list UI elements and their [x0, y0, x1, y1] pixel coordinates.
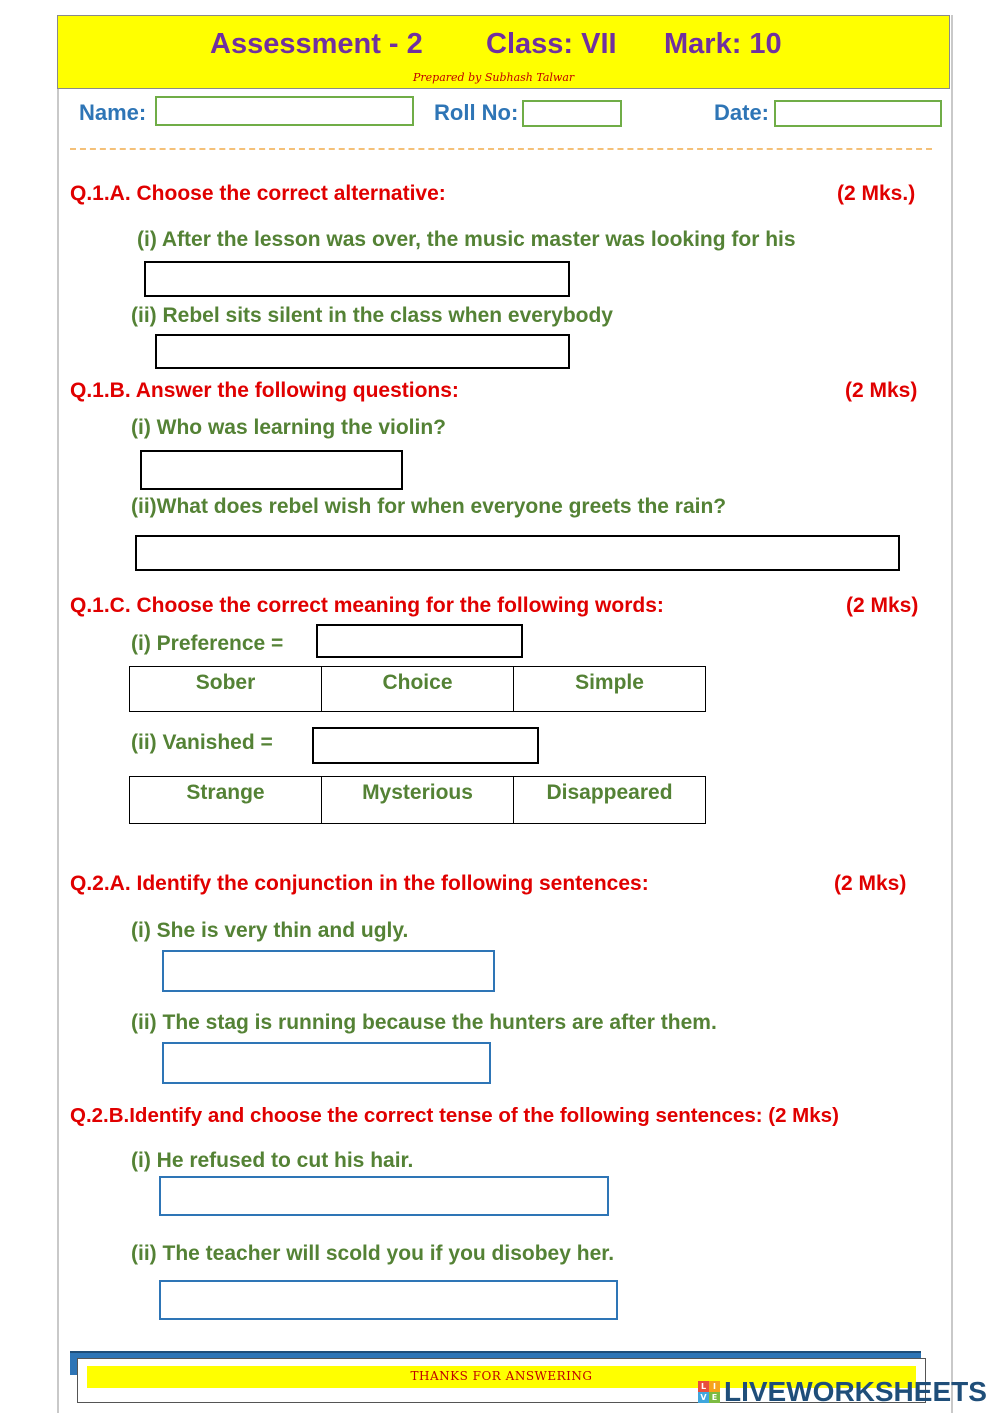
q2a-item-2: (ii) The stag is running because the hunters are after them.	[131, 1011, 717, 1034]
mark-label: Mark: 10	[664, 28, 782, 60]
logo-letter-e: E	[709, 1392, 720, 1403]
q2b-item-2: (ii) The teacher will scold you if you disobey her.	[131, 1242, 615, 1265]
class-label: Class: VII	[486, 28, 617, 60]
q2a-answer-2[interactable]	[162, 1042, 491, 1084]
prepared-by: Prepared by Subhash Talwar	[413, 71, 575, 84]
q1c-answer-1[interactable]	[316, 624, 523, 658]
q2b-item-1: (i) He refused to cut his hair.	[131, 1149, 414, 1172]
logo-letter-l: L	[698, 1381, 709, 1392]
assessment-title: Assessment - 2	[210, 28, 423, 60]
logo-letter-i: I	[709, 1381, 720, 1392]
q1b-answer-2[interactable]	[135, 535, 900, 571]
brand-name: LIVEWORKSHEETS	[724, 1376, 987, 1407]
date-label: Date:	[714, 100, 770, 125]
logo-letter-v: V	[698, 1392, 709, 1403]
option-disappeared[interactable]: Disappeared	[514, 777, 706, 824]
q1a-title: Q.1.A. Choose the correct alternative:	[70, 182, 446, 205]
q1c-options-2	[129, 776, 706, 824]
q2b-answer-1[interactable]	[159, 1176, 609, 1216]
liveworksheets-icon	[698, 1381, 720, 1403]
divider	[70, 148, 932, 150]
option-simple[interactable]: Simple	[514, 667, 706, 712]
q1a-marks: (2 Mks.)	[837, 182, 916, 205]
q1a-answer-2[interactable]	[155, 334, 570, 369]
roll-label: Roll No:	[434, 100, 519, 125]
q1b-title: Q.1.B. Answer the following questions:	[70, 379, 459, 402]
roll-input[interactable]	[522, 100, 622, 127]
date-input[interactable]	[774, 100, 942, 127]
q1b-answer-1[interactable]	[140, 450, 403, 490]
q1b-item-2: (ii)What does rebel wish for when everyone greets the rain?	[131, 495, 727, 518]
q1b-marks: (2 Mks)	[845, 379, 918, 402]
q1c-title: Q.1.C. Choose the correct meaning for the following words:	[70, 594, 664, 617]
q1c-item-2: (ii) Vanished =	[131, 731, 273, 754]
q2b-answer-2[interactable]	[159, 1280, 618, 1320]
q1a-item-1: (i) After the lesson was over, the music master was looking for his	[137, 228, 796, 251]
q2b-title: Q.2.B.Identify and choose the correct tense of the following sentences: (2 Mks)	[70, 1104, 839, 1127]
q1c-options-1	[129, 666, 706, 712]
name-input[interactable]	[155, 96, 414, 126]
q2a-marks: (2 Mks)	[834, 872, 907, 895]
q1b-item-1: (i) Who was learning the violin?	[131, 416, 447, 439]
option-sober[interactable]: Sober	[130, 667, 322, 712]
option-mysterious[interactable]: Mysterious	[322, 777, 514, 824]
name-label: Name:	[79, 100, 147, 125]
q1c-answer-2[interactable]	[312, 727, 539, 764]
thanks-text: THANKS FOR ANSWERING	[410, 1369, 593, 1383]
option-choice[interactable]: Choice	[322, 667, 514, 712]
q2a-item-1: (i) She is very thin and ugly.	[131, 919, 409, 942]
q1a-answer-1[interactable]	[144, 261, 570, 297]
q1c-item-1: (i) Preference =	[131, 632, 284, 655]
liveworksheets-logo	[698, 1376, 987, 1408]
q2a-answer-1[interactable]	[162, 950, 495, 992]
q1c-marks: (2 Mks)	[846, 594, 919, 617]
option-strange[interactable]: Strange	[130, 777, 322, 824]
q1a-item-2: (ii) Rebel sits silent in the class when everybody	[131, 304, 613, 327]
q2a-title: Q.2.A. Identify the conjunction in the following sentences:	[70, 872, 649, 895]
